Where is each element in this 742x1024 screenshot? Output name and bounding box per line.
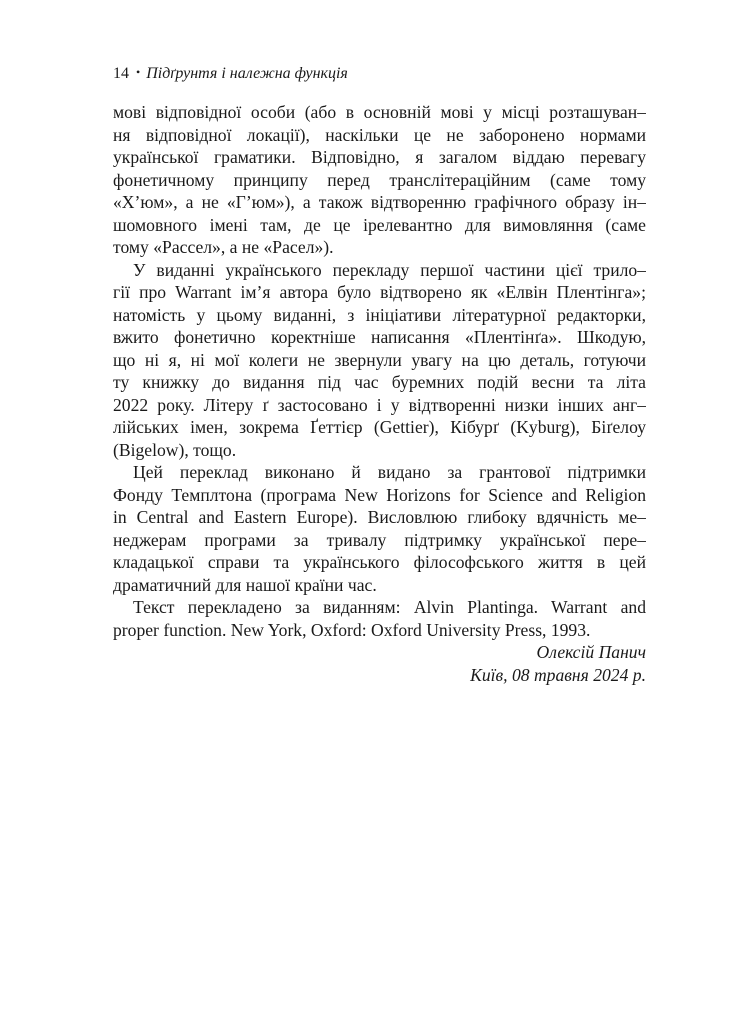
bullet-separator: • bbox=[136, 65, 141, 79]
signature-place-date: Київ, 08 травня 2024 р. bbox=[470, 664, 646, 685]
text-line: (Bigelow), тощо. bbox=[113, 439, 237, 460]
text-line: натомість у цьому виданні, з ініціативи літературної редакторки, bbox=[113, 304, 646, 325]
text-line: фонетичному принципу перед транслітераційним (саме тому bbox=[113, 169, 646, 190]
text-line: ту книжку до видання під час буремних подій весни та літа bbox=[113, 372, 646, 392]
paragraph-4 bbox=[113, 596, 646, 641]
text-line: in Central and Eastern Europe). Висловлюю глибоку вдячність ме– bbox=[113, 507, 646, 527]
signature-block bbox=[113, 641, 646, 686]
paragraph-2 bbox=[113, 259, 646, 462]
body-text bbox=[113, 101, 646, 686]
page-number: 14 bbox=[113, 65, 129, 82]
text-line: неджерам програми за тривалу підтримку української пере– bbox=[113, 529, 646, 550]
text-line: української граматики. Відповідно, я загалом віддаю перевагу bbox=[113, 147, 646, 167]
text-line: драматичний для нашої країни час. bbox=[113, 574, 377, 595]
paragraph-3 bbox=[113, 461, 646, 596]
text-line: шомовного імені там, де це ірелевантно для вимовляння (саме bbox=[113, 214, 646, 235]
text-line: Текст перекладено за виданням: Alvin Plantinga. Warrant and bbox=[133, 597, 646, 617]
text-line: У виданні українського перекладу першої частини цієї трило– bbox=[133, 259, 646, 280]
text-line: вжито фонетично коректніше написання «Плентінґа». Шкодую, bbox=[113, 327, 646, 347]
text-line: ня відповідної локації), наскільки це не заборонено нормами bbox=[113, 124, 646, 145]
text-line: лійських імен, зокрема Ґеттієр (Gettier), Кібурґ (Kyburg), Біґелоу bbox=[113, 417, 646, 437]
text-line: Фонду Темплтона (програма New Horizons for Science and Religion bbox=[113, 484, 646, 505]
text-line: тому «Рассел», а не «Расел»). bbox=[113, 237, 334, 257]
running-head bbox=[113, 64, 348, 84]
running-title: Підґрунтя і належна функція bbox=[146, 65, 348, 82]
paragraph-1 bbox=[113, 101, 646, 259]
text-line: proper function. New York, Oxford: Oxford University Press, 1993. bbox=[113, 619, 591, 640]
text-line: кладацької справи та українського філософського життя в цей bbox=[113, 552, 646, 572]
text-line: гії про Warrant ім’я автора було відтворено як «Елвін Плентінга»; bbox=[113, 282, 646, 302]
text-line: «Х’юм», а не «Г’юм»), а також відтворенню графічного образу ін– bbox=[113, 192, 646, 212]
signature-name: Олексій Панич bbox=[536, 642, 646, 662]
text-line: 2022 року. Літеру ґ застосовано і у відтворенні низки інших анг– bbox=[113, 394, 646, 415]
text-line: мові відповідної особи (або в основній мові у місці розташуван– bbox=[113, 102, 646, 122]
text-line: що ні я, ні мої колеги не звернули увагу на цю деталь, готуючи bbox=[113, 349, 646, 370]
text-line: Цей переклад виконано й видано за грантової підтримки bbox=[133, 462, 646, 482]
